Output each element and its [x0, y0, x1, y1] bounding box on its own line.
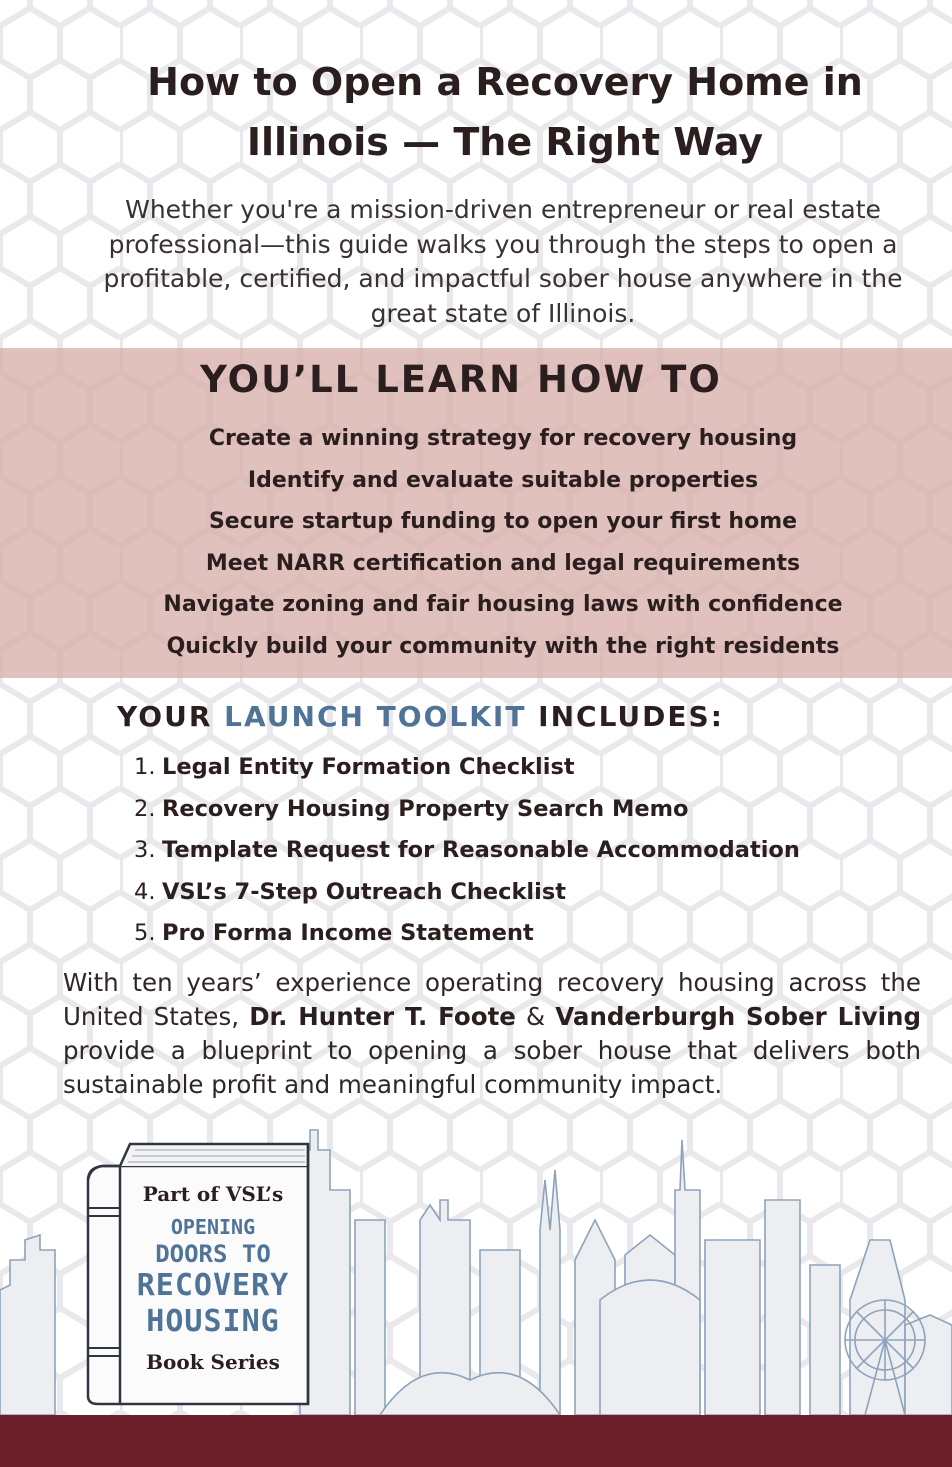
toolkit-heading: [117, 700, 724, 733]
title-line-2: Illinois — The Right Way: [246, 120, 764, 164]
toolkit-item-number: 3.: [134, 837, 156, 863]
book-series-label: Book Series: [146, 1350, 280, 1374]
learn-item: Quickly build your community with the right residents: [166, 633, 840, 659]
footer-bar: [0, 1415, 952, 1467]
bio-ampersand: &: [515, 1002, 556, 1031]
toolkit-item-number: 4.: [134, 878, 156, 905]
bio-part-2: provide a blueprint to opening a sober house that delivers both sustainable profit and meaningful community impact.: [63, 1036, 921, 1099]
learn-heading: YOU’LL LEARN HOW TO: [200, 358, 722, 401]
toolkit-item: [134, 747, 800, 789]
learn-list: [80, 418, 926, 667]
learn-item: Secure startup funding to open your first home: [208, 509, 798, 534]
toolkit-item-text: Template Request for Reasonable Accommodation: [162, 837, 800, 863]
book-series-word-4: HOUSING: [146, 1304, 280, 1339]
toolkit-item-text: VSL’s 7-Step Outreach Checklist: [162, 878, 567, 905]
toolkit-item-text: Pro Forma Income Statement: [162, 920, 534, 946]
title-line-1: How to Open a Recovery Home in: [147, 60, 863, 104]
toolkit-item: [134, 872, 800, 914]
bio-paragraph: [63, 966, 921, 1102]
toolkit-item: [134, 913, 800, 955]
toolkit-heading-pre: YOUR: [117, 700, 225, 733]
toolkit-item-number: 2.: [134, 795, 156, 822]
book-illustration: [80, 1138, 312, 1408]
toolkit-item-number: 1.: [134, 754, 156, 780]
toolkit-item: [134, 789, 800, 831]
bio-organization: Vanderburgh Sober Living: [555, 1002, 922, 1031]
toolkit-item-text: Recovery Housing Property Search Memo: [162, 795, 689, 822]
toolkit-list: [134, 747, 800, 955]
bio-part-1: With ten years’ experience operating recovery housing across the United States,: [63, 968, 921, 1031]
toolkit-item: [134, 830, 800, 872]
toolkit-heading-post: INCLUDES:: [526, 700, 724, 733]
toolkit-item-number: 5.: [134, 920, 156, 946]
book-subtitle: Part of VSL’s: [142, 1182, 284, 1206]
learn-item: Meet NARR certification and legal requirements: [205, 550, 801, 576]
book-series-word-1: OPENING: [170, 1215, 256, 1239]
page-title: [90, 52, 920, 172]
book-series-word-2: DOORS TO: [155, 1240, 271, 1268]
learn-item: Navigate zoning and fair housing laws with confidence: [163, 592, 843, 617]
toolkit-item-text: Legal Entity Formation Checklist: [162, 754, 575, 780]
intro-paragraph: Whether you're a mission-driven entrepreneur or real estate professional—this guide walks you through the steps to open a profitable, certified, and impactful sober house anywhere in the great state of Illinois.: [103, 195, 903, 328]
bio-author: Dr. Hunter T. Foote: [249, 1002, 516, 1031]
toolkit-heading-accent: LAUNCH TOOLKIT: [224, 700, 527, 733]
book-cover: [118, 1166, 308, 1404]
learn-item: Create a winning strategy for recovery housing: [208, 426, 798, 451]
learn-item: Identify and evaluate suitable properties: [247, 467, 759, 493]
book-series-word-3: RECOVERY: [136, 1268, 290, 1303]
